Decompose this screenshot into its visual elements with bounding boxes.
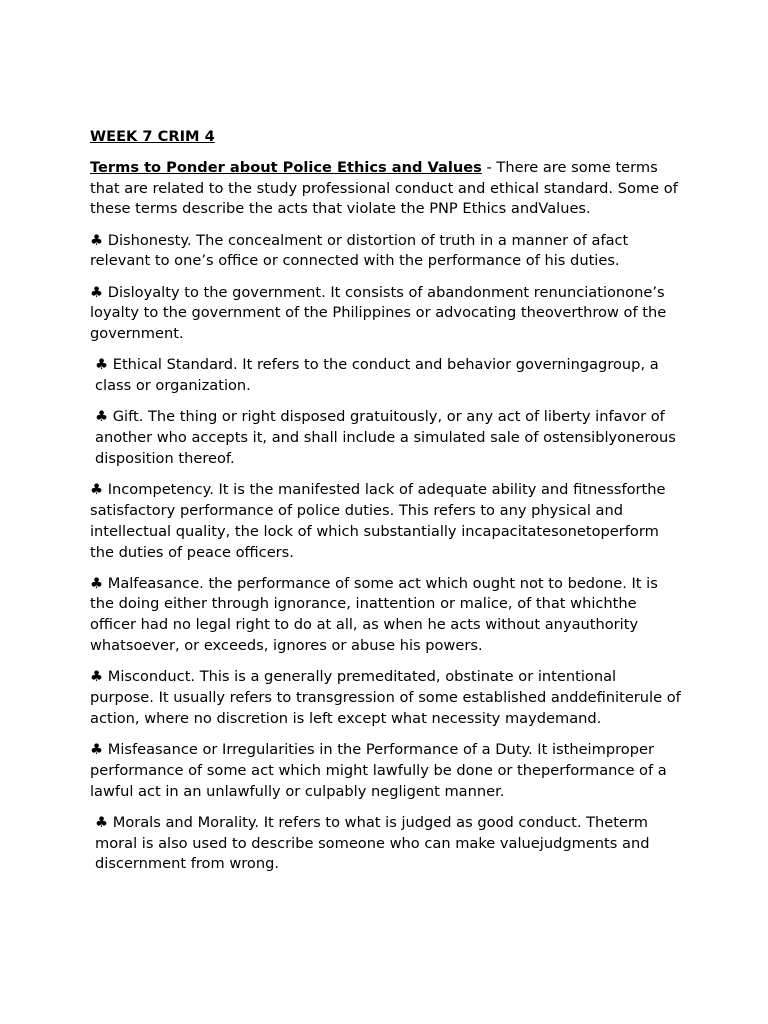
term-misfeasance: ♣ Misfeasance or Irregularities in the Performance of a Duty. It istheimproper performance of some act which might lawfully be done or theperformance of a lawful act in an unlawfully or culpably negligent manner. [90, 741, 667, 800]
term-gift: ♣ Gift. The thing or right disposed gratuitously, or any act of liberty infavor of another who accepts it, and shall include a simulated sale of ostensiblyonerous disposition thereof. [95, 408, 676, 467]
term-disloyalty: ♣ Disloyalty to the government. It consists of abandonment renunciationone’s loyalty to the government of the Philippines or advocating theoverthrow of the government. [90, 283, 667, 343]
term-incompetency: ♣ Incompetency. It is the manifested lack of adequate ability and fitnessforthe satisfactory performance of police duties. This refers to any physical and intellectual quality, the lock of which substantially incapacitatesonetoperform the duties of peace officers. [90, 481, 666, 561]
term-morals-and-morality: ♣ Morals and Morality. It refers to what is judged as good conduct. Theterm moral is also used to describe someone who can make valuejudgments and discernment from wrong. [95, 813, 650, 873]
term-ethical-standard: ♣ Ethical Standard. It refers to the conduct and behavior governingagroup, a class or organization. [95, 356, 659, 395]
term-dishonesty: ♣ Dishonesty. The concealment or distortion of truth in a manner of afact relevant to one’s office or connected with the performance of his duties. [90, 231, 629, 270]
document-heading: WEEK 7 CRIM 4 [90, 128, 215, 145]
intro-title: Terms to Ponder about Police Ethics and Values [90, 158, 482, 176]
term-malfeasance: ♣ Malfeasance. the performance of some act which ought not to bedone. It is the doing either through ignorance, inattention or malice, of that whichthe officer had no legal right to do at all, as when he acts without anyauthority whatsoever, or exceeds, ignores or abuse his powers. [90, 574, 658, 655]
intro-paragraph [90, 158, 684, 220]
term-misconduct: ♣ Misconduct. This is a generally premeditated, obstinate or intentional purpose. It usually refers to transgression of some established anddefiniterule of action, where no discretion is left except what necessity maydemand. [90, 668, 681, 727]
document-body [90, 127, 684, 886]
intro-text: - There are some terms that are related to the study professional conduct and ethical standard. Some of these terms describe the acts that violate the PNP Ethics andValues. [90, 158, 678, 218]
